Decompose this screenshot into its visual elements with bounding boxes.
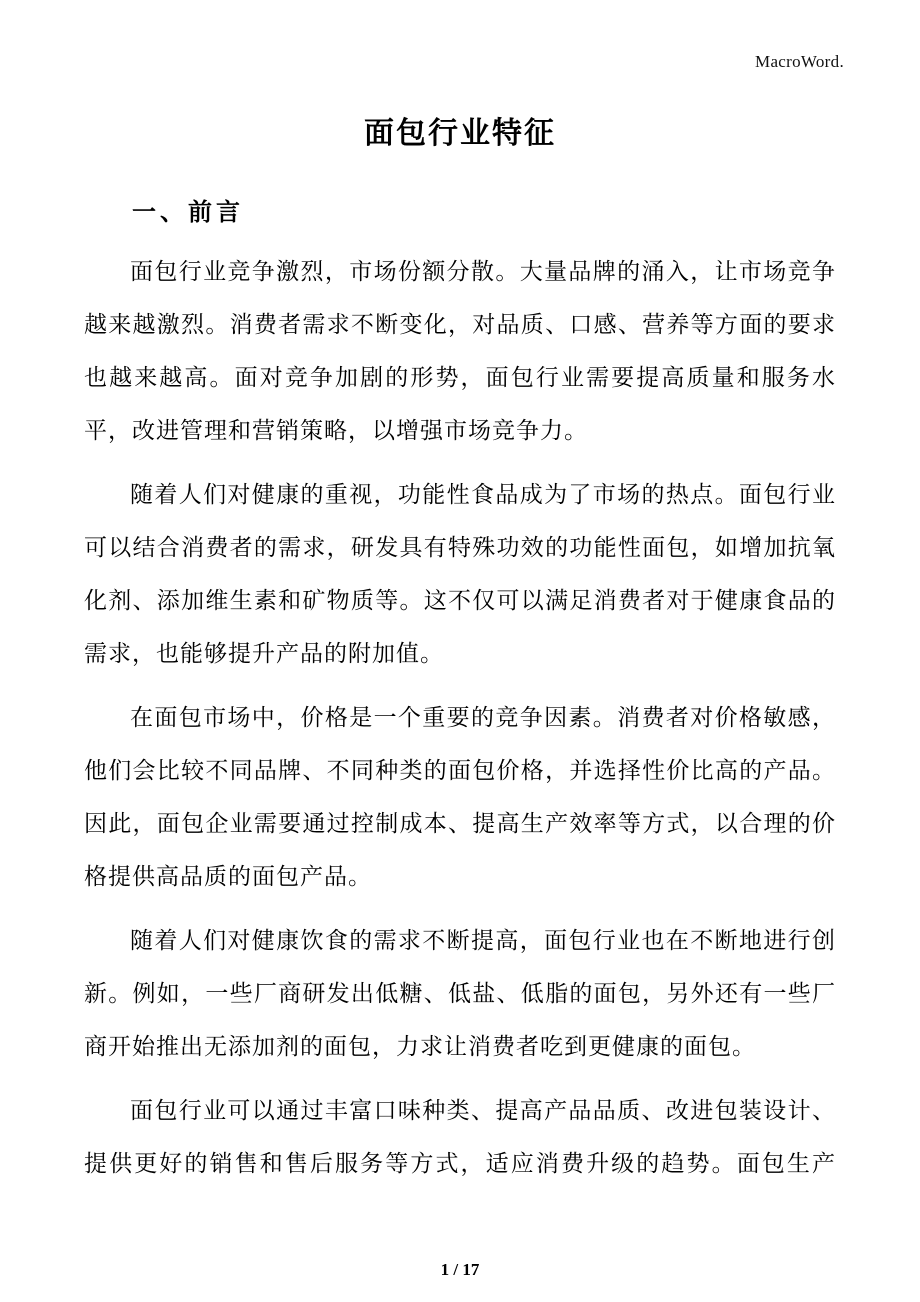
paragraph: 随着人们对健康的重视，功能性食品成为了市场的热点。面包行业可以结合消费者的需求，研发具有特殊功效的功能性面包，如增加抗氧化剂、添加维生素和矿物质等。这不仅可以满足消费者对于健康食品的需求，也能够提升产品的附加值。 <box>84 482 836 666</box>
section-body <box>84 245 836 1190</box>
paragraph: 面包行业可以通过丰富口味种类、提高产品品质、改进包装设计、提供更好的销售和售后服务等方式，适应消费升级的趋势。面包生产 <box>84 1098 836 1176</box>
document-content <box>0 108 920 1190</box>
paragraph: 在面包市场中，价格是一个重要的竞争因素。消费者对价格敏感，他们会比较不同品牌、不同种类的面包价格，并选择性价比高的产品。因此，面包企业需要通过控制成本、提高生产效率等方式，以合理的价格提供高品质的面包产品。 <box>84 705 836 889</box>
section-heading-preface: 一、前言 <box>132 200 244 226</box>
document-title: 面包行业特征 <box>364 117 556 150</box>
page-number-indicator: 1 / 17 <box>440 1260 480 1279</box>
paragraph: 随着人们对健康饮食的需求不断提高，面包行业也在不断地进行创新。例如，一些厂商研发出低糖、低盐、低脂的面包，另外还有一些厂商开始推出无添加剂的面包，力求让消费者吃到更健康的面包。 <box>84 928 836 1059</box>
paragraph: 面包行业竞争激烈，市场份额分散。大量品牌的涌入，让市场竞争越来越激烈。消费者需求不断变化，对品质、口感、营养等方面的要求也越来越高。面对竞争加剧的形势，面包行业需要提高质量和服务水平，改进管理和营销策略，以增强市场竞争力。 <box>84 259 836 443</box>
brand-watermark: MacroWord. <box>755 52 844 71</box>
